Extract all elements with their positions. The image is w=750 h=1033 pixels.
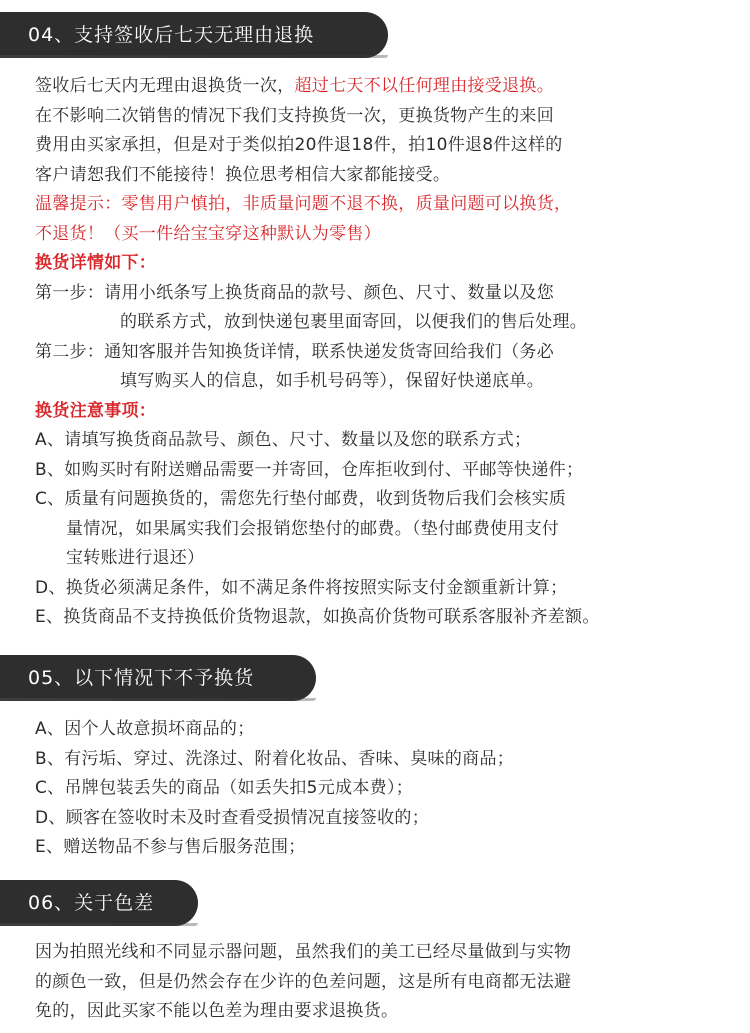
section-title: 04、支持签收后七天无理由退换 [0, 12, 388, 58]
list-item: E、赠送物品不参与售后服务范围； [35, 837, 306, 857]
highlight-text: 超过七天不以任何理由接受退换。 [294, 76, 554, 96]
paragraph-line: 因为拍照光线和不同显示器问题，虽然我们的美工已经尽量做到与实物 [35, 942, 572, 962]
list-item: E、换货商品不支持换低价货物退款，如换高价货物可联系客服补齐差额。 [35, 607, 600, 627]
section-05 [0, 655, 750, 863]
list-item: 宝转账进行退还） [66, 548, 205, 568]
section-06 [0, 880, 750, 1027]
paragraph-line: 免的，因此买家不能以色差为理由要求退换货。 [35, 1001, 399, 1021]
step-line: 填写购买人的信息，如手机号码等），保留好快递底单。 [120, 371, 544, 391]
step-line: 的联系方式，放到快递包裹里面寄回，以便我们的售后处理。 [120, 312, 588, 332]
section-04 [0, 12, 750, 633]
paragraph-line [0, 72, 750, 102]
list-item: C、吊牌包装丢失的商品（如丢失扣5元成本费）； [35, 778, 414, 798]
section-title: 05、以下情况下不予换货 [0, 655, 316, 701]
list-item: D、换货必须满足条件，如不满足条件将按照实际支付金额重新计算； [35, 577, 568, 598]
list-item: C、质量有问题换货的，需您先行垫付邮费，收到货物后我们会核实质 [35, 489, 567, 509]
list-item: B、有污垢、穿过、洗涤过、附着化妆品、香味、臭味的商品； [35, 748, 515, 769]
list-item: A、请填写换货商品款号、颜色、尺寸、数量以及您的联系方式； [35, 430, 532, 450]
step-line: 第一步：请用小纸条写上换货商品的款号、颜色、尺寸、数量以及您 [35, 282, 554, 303]
list-item: B、如购买时有附送赠品需要一并寄回，仓库拒收到付、平邮等快递件； [35, 459, 584, 480]
list-item: D、顾客在签收时未及时查看受损情况直接签收的； [35, 807, 429, 828]
warning-line: 不退货！（买一件给宝宝穿这种默认为零售） [35, 223, 381, 244]
paragraph-line: 在不影响二次销售的情况下我们支持换货一次，更换货物产生的来回 [35, 105, 554, 126]
list-item: A、因个人故意损坏商品的； [35, 719, 255, 739]
subheading: 换货详情如下： [35, 253, 157, 273]
section-title: 06、关于色差 [0, 880, 198, 926]
subheading: 换货注意事项： [35, 400, 157, 421]
warning-line: 温馨提示：零售用户慎拍，非质量问题不退不换，质量问题可以换货， [35, 194, 572, 214]
paragraph-line: 费用由买家承担，但是对于类似拍20件退18件，拍10件退8件这样的 [35, 135, 563, 155]
list-item: 量情况，如果属实我们会报销您垫付的邮费。（垫付邮费使用支付 [66, 518, 560, 539]
step-line: 第二步：通知客服并告知换货详情，联系快递发货寄回给我们（务必 [35, 341, 554, 362]
text: 签收后七天内无理由退换货一次， [35, 76, 295, 96]
paragraph-line: 的颜色一致，但是仍然会存在少许的色差问题，这是所有电商都无法避 [35, 971, 572, 992]
paragraph-line: 客户请恕我们不能接待！换位思考相信大家都能接受。 [35, 164, 451, 185]
